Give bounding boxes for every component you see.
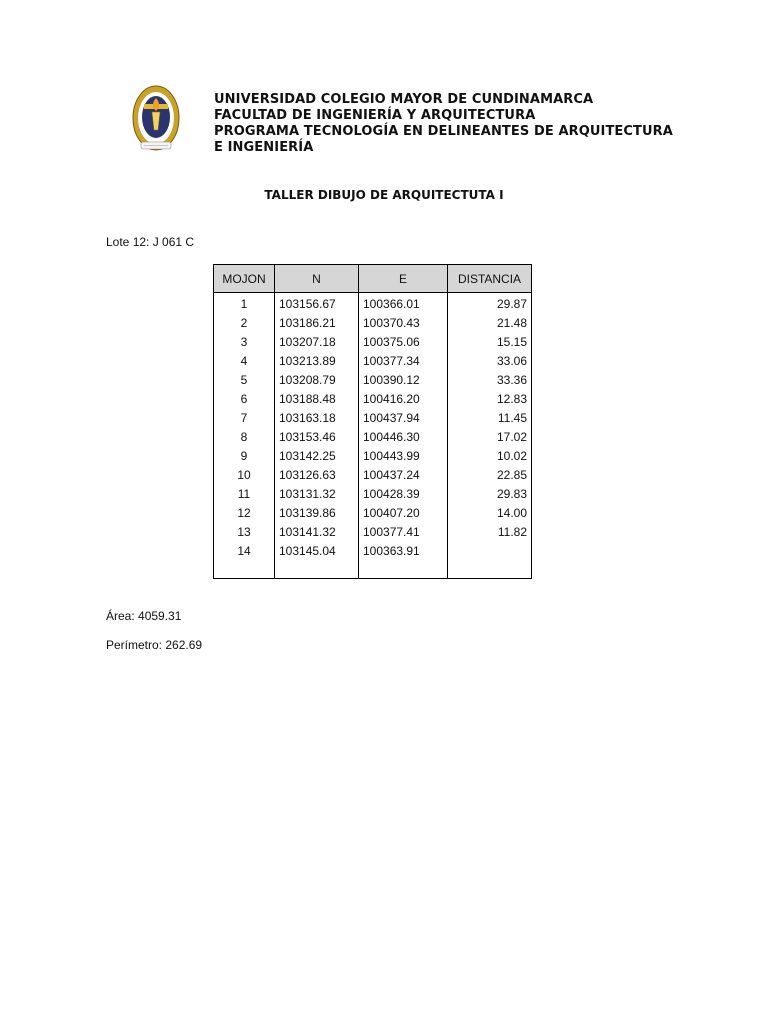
- mojon-cell: 6: [214, 390, 275, 409]
- table-row: [214, 409, 532, 428]
- table-row: [214, 523, 532, 542]
- distancia-cell: 22.85: [448, 466, 532, 485]
- faculty-name: FACULTAD DE INGENIERÍA Y ARQUITECTURA: [214, 108, 536, 123]
- n-cell: 103213.89: [275, 352, 359, 371]
- program-name-cont: E INGENIERÍA: [214, 140, 314, 155]
- n-cell: 103188.48: [275, 390, 359, 409]
- table-row: [214, 293, 532, 315]
- mojon-cell: 3: [214, 333, 275, 352]
- e-cell: 100390.12: [359, 371, 448, 390]
- distancia-cell: 29.83: [448, 485, 532, 504]
- distancia-cell: 10.02: [448, 447, 532, 466]
- e-cell: 100375.06: [359, 333, 448, 352]
- table-row: [214, 428, 532, 447]
- n-cell: 103163.18: [275, 409, 359, 428]
- n-cell: 103142.25: [275, 447, 359, 466]
- distancia-cell: 17.02: [448, 428, 532, 447]
- n-cell: 103186.21: [275, 314, 359, 333]
- column-header-mojon: MOJON: [214, 265, 275, 293]
- n-cell: 103131.32: [275, 485, 359, 504]
- e-cell: 100370.43: [359, 314, 448, 333]
- table-row: [214, 333, 532, 352]
- column-header-e: E: [359, 265, 448, 293]
- table-row: [214, 352, 532, 371]
- mojon-cell: 10: [214, 466, 275, 485]
- n-cell: 103153.46: [275, 428, 359, 447]
- mojon-cell: 8: [214, 428, 275, 447]
- document-title: TALLER DIBUJO DE ARQUITECTUTA I: [264, 188, 504, 202]
- distancia-cell: 12.83: [448, 390, 532, 409]
- university-seal-icon: [131, 84, 181, 156]
- university-name: UNIVERSIDAD COLEGIO MAYOR DE CUNDINAMARCA: [214, 92, 594, 107]
- header: [214, 92, 673, 156]
- e-cell: 100437.94: [359, 409, 448, 428]
- mojon-cell: 9: [214, 447, 275, 466]
- distancia-cell: [448, 542, 532, 579]
- e-cell: 100428.39: [359, 485, 448, 504]
- n-cell: 103208.79: [275, 371, 359, 390]
- n-cell: 103126.63: [275, 466, 359, 485]
- distancia-cell: 21.48: [448, 314, 532, 333]
- table-row: [214, 504, 532, 523]
- coordinates-table: [213, 264, 532, 579]
- program-name: PROGRAMA TECNOLOGÍA EN DELINEANTES DE ARQUITECTURA: [214, 124, 673, 139]
- lote-label: Lote 12: J 061 C: [106, 235, 195, 249]
- e-cell: 100416.20: [359, 390, 448, 409]
- e-cell: 100437.24: [359, 466, 448, 485]
- table-row: [214, 314, 532, 333]
- n-cell: 103141.32: [275, 523, 359, 542]
- table-row: [214, 447, 532, 466]
- n-cell: 103156.67: [275, 293, 359, 315]
- mojon-cell: 14: [214, 542, 275, 579]
- table-row: [214, 485, 532, 504]
- mojon-cell: 5: [214, 371, 275, 390]
- distancia-cell: 33.06: [448, 352, 532, 371]
- table-row: [214, 390, 532, 409]
- e-cell: 100377.34: [359, 352, 448, 371]
- mojon-cell: 7: [214, 409, 275, 428]
- e-cell: 100446.30: [359, 428, 448, 447]
- distancia-cell: 15.15: [448, 333, 532, 352]
- e-cell: 100377.41: [359, 523, 448, 542]
- mojon-cell: 11: [214, 485, 275, 504]
- distancia-cell: 11.45: [448, 409, 532, 428]
- mojon-cell: 13: [214, 523, 275, 542]
- perimeter-value: Perímetro: 262.69: [106, 638, 203, 652]
- e-cell: 100366.01: [359, 293, 448, 315]
- mojon-cell: 12: [214, 504, 275, 523]
- table-row: [214, 466, 532, 485]
- area-value: Área: 4059.31: [106, 609, 182, 623]
- n-cell: 103139.86: [275, 504, 359, 523]
- distancia-cell: 33.36: [448, 371, 532, 390]
- e-cell: 100407.20: [359, 504, 448, 523]
- n-cell: 103145.04: [275, 542, 359, 579]
- column-header-distancia: DISTANCIA: [448, 265, 532, 293]
- n-cell: 103207.18: [275, 333, 359, 352]
- column-header-n: N: [275, 265, 359, 293]
- distancia-cell: 14.00: [448, 504, 532, 523]
- distancia-cell: 29.87: [448, 293, 532, 315]
- table-row: [214, 371, 532, 390]
- e-cell: 100363.91: [359, 542, 448, 579]
- distancia-cell: 11.82: [448, 523, 532, 542]
- mojon-cell: 2: [214, 314, 275, 333]
- mojon-cell: 1: [214, 293, 275, 315]
- table-header-row: [214, 265, 532, 293]
- table-row: [214, 542, 532, 579]
- e-cell: 100443.99: [359, 447, 448, 466]
- mojon-cell: 4: [214, 352, 275, 371]
